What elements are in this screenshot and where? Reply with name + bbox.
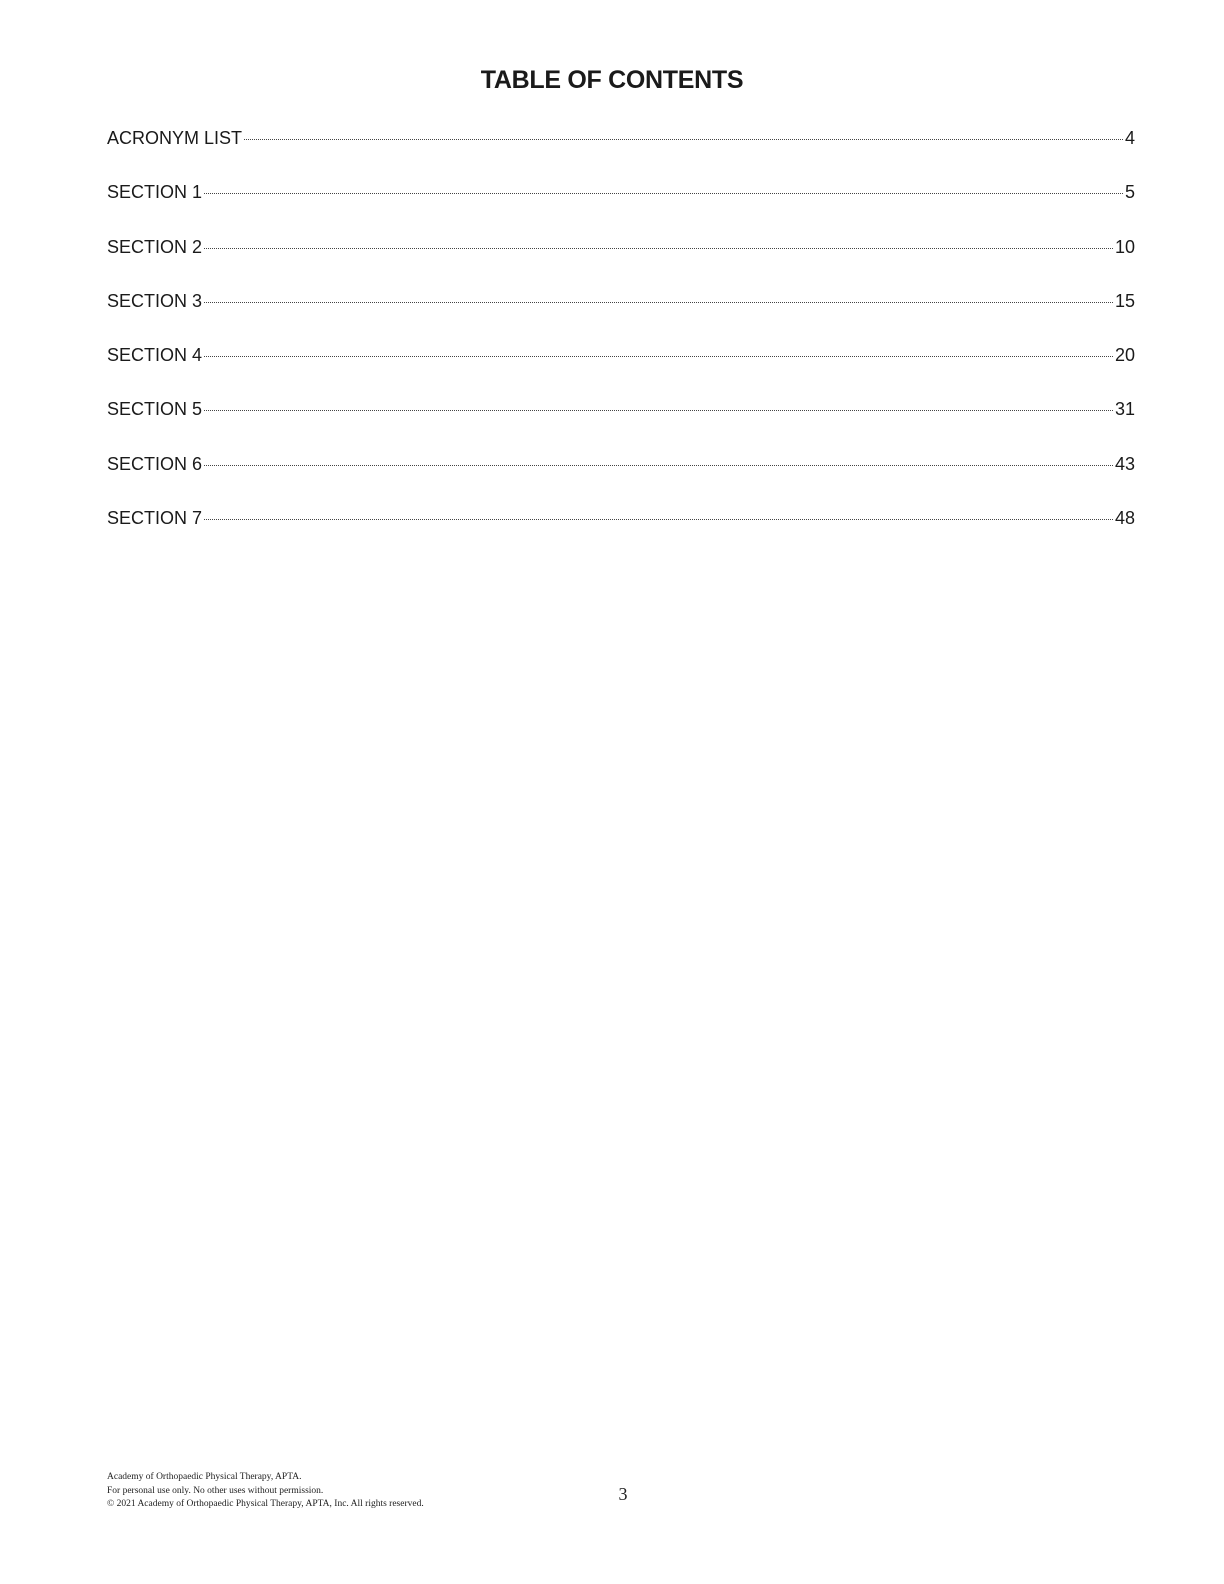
toc-entry-label: SECTION 6 (107, 453, 203, 474)
toc-entry-page: 31 (1114, 399, 1135, 420)
dot-leader (204, 302, 1113, 303)
dot-leader (244, 139, 1123, 140)
toc-entry-section-1[interactable] (107, 178, 1135, 232)
toc-entry-page: 5 (1124, 182, 1135, 203)
toc-entry-label: SECTION 5 (107, 399, 203, 420)
footer-line: Academy of Orthopaedic Physical Therapy, APTA. (107, 1472, 302, 1482)
toc-entry-section-6[interactable] (107, 450, 1135, 504)
toc-entry-page: 15 (1114, 290, 1135, 311)
toc-entry-page: 10 (1114, 236, 1135, 257)
toc-entry-section-7[interactable] (107, 504, 1135, 558)
footer-line: For personal use only. No other uses without permission. (107, 1485, 324, 1496)
page-number: 3 (618, 1484, 628, 1504)
toc-entry-label: SECTION 1 (107, 182, 203, 203)
toc-entry-label: ACRONYM LIST (107, 128, 243, 148)
toc-entry-page: 48 (1114, 508, 1135, 529)
dot-leader (204, 519, 1113, 520)
toc-entry-section-5[interactable] (107, 395, 1135, 449)
dot-leader (204, 465, 1113, 466)
toc-entry-page: 43 (1114, 453, 1135, 474)
toc-entry-section-3[interactable] (107, 287, 1135, 341)
toc-entry-acronym-list[interactable] (107, 124, 1135, 178)
toc-entry-section-4[interactable] (107, 341, 1135, 395)
toc-entry-page: 4 (1124, 128, 1135, 148)
dot-leader (204, 248, 1113, 249)
toc-entry-label: SECTION 4 (107, 345, 203, 366)
toc-entry-label: SECTION 2 (107, 236, 203, 257)
toc-entry-label: SECTION 3 (107, 290, 203, 311)
footer-line: © 2021 Academy of Orthopaedic Physical Therapy, APTA, Inc. All rights reserved. (107, 1499, 424, 1509)
dot-leader (204, 356, 1113, 357)
dot-leader (204, 193, 1123, 194)
toc-entry-page: 20 (1114, 345, 1135, 366)
page-title: TABLE OF CONTENTS (480, 66, 744, 94)
toc-entry-label: SECTION 7 (107, 508, 203, 529)
toc-entry-section-2[interactable] (107, 233, 1135, 287)
dot-leader (204, 410, 1113, 411)
table-of-contents (107, 124, 1135, 558)
